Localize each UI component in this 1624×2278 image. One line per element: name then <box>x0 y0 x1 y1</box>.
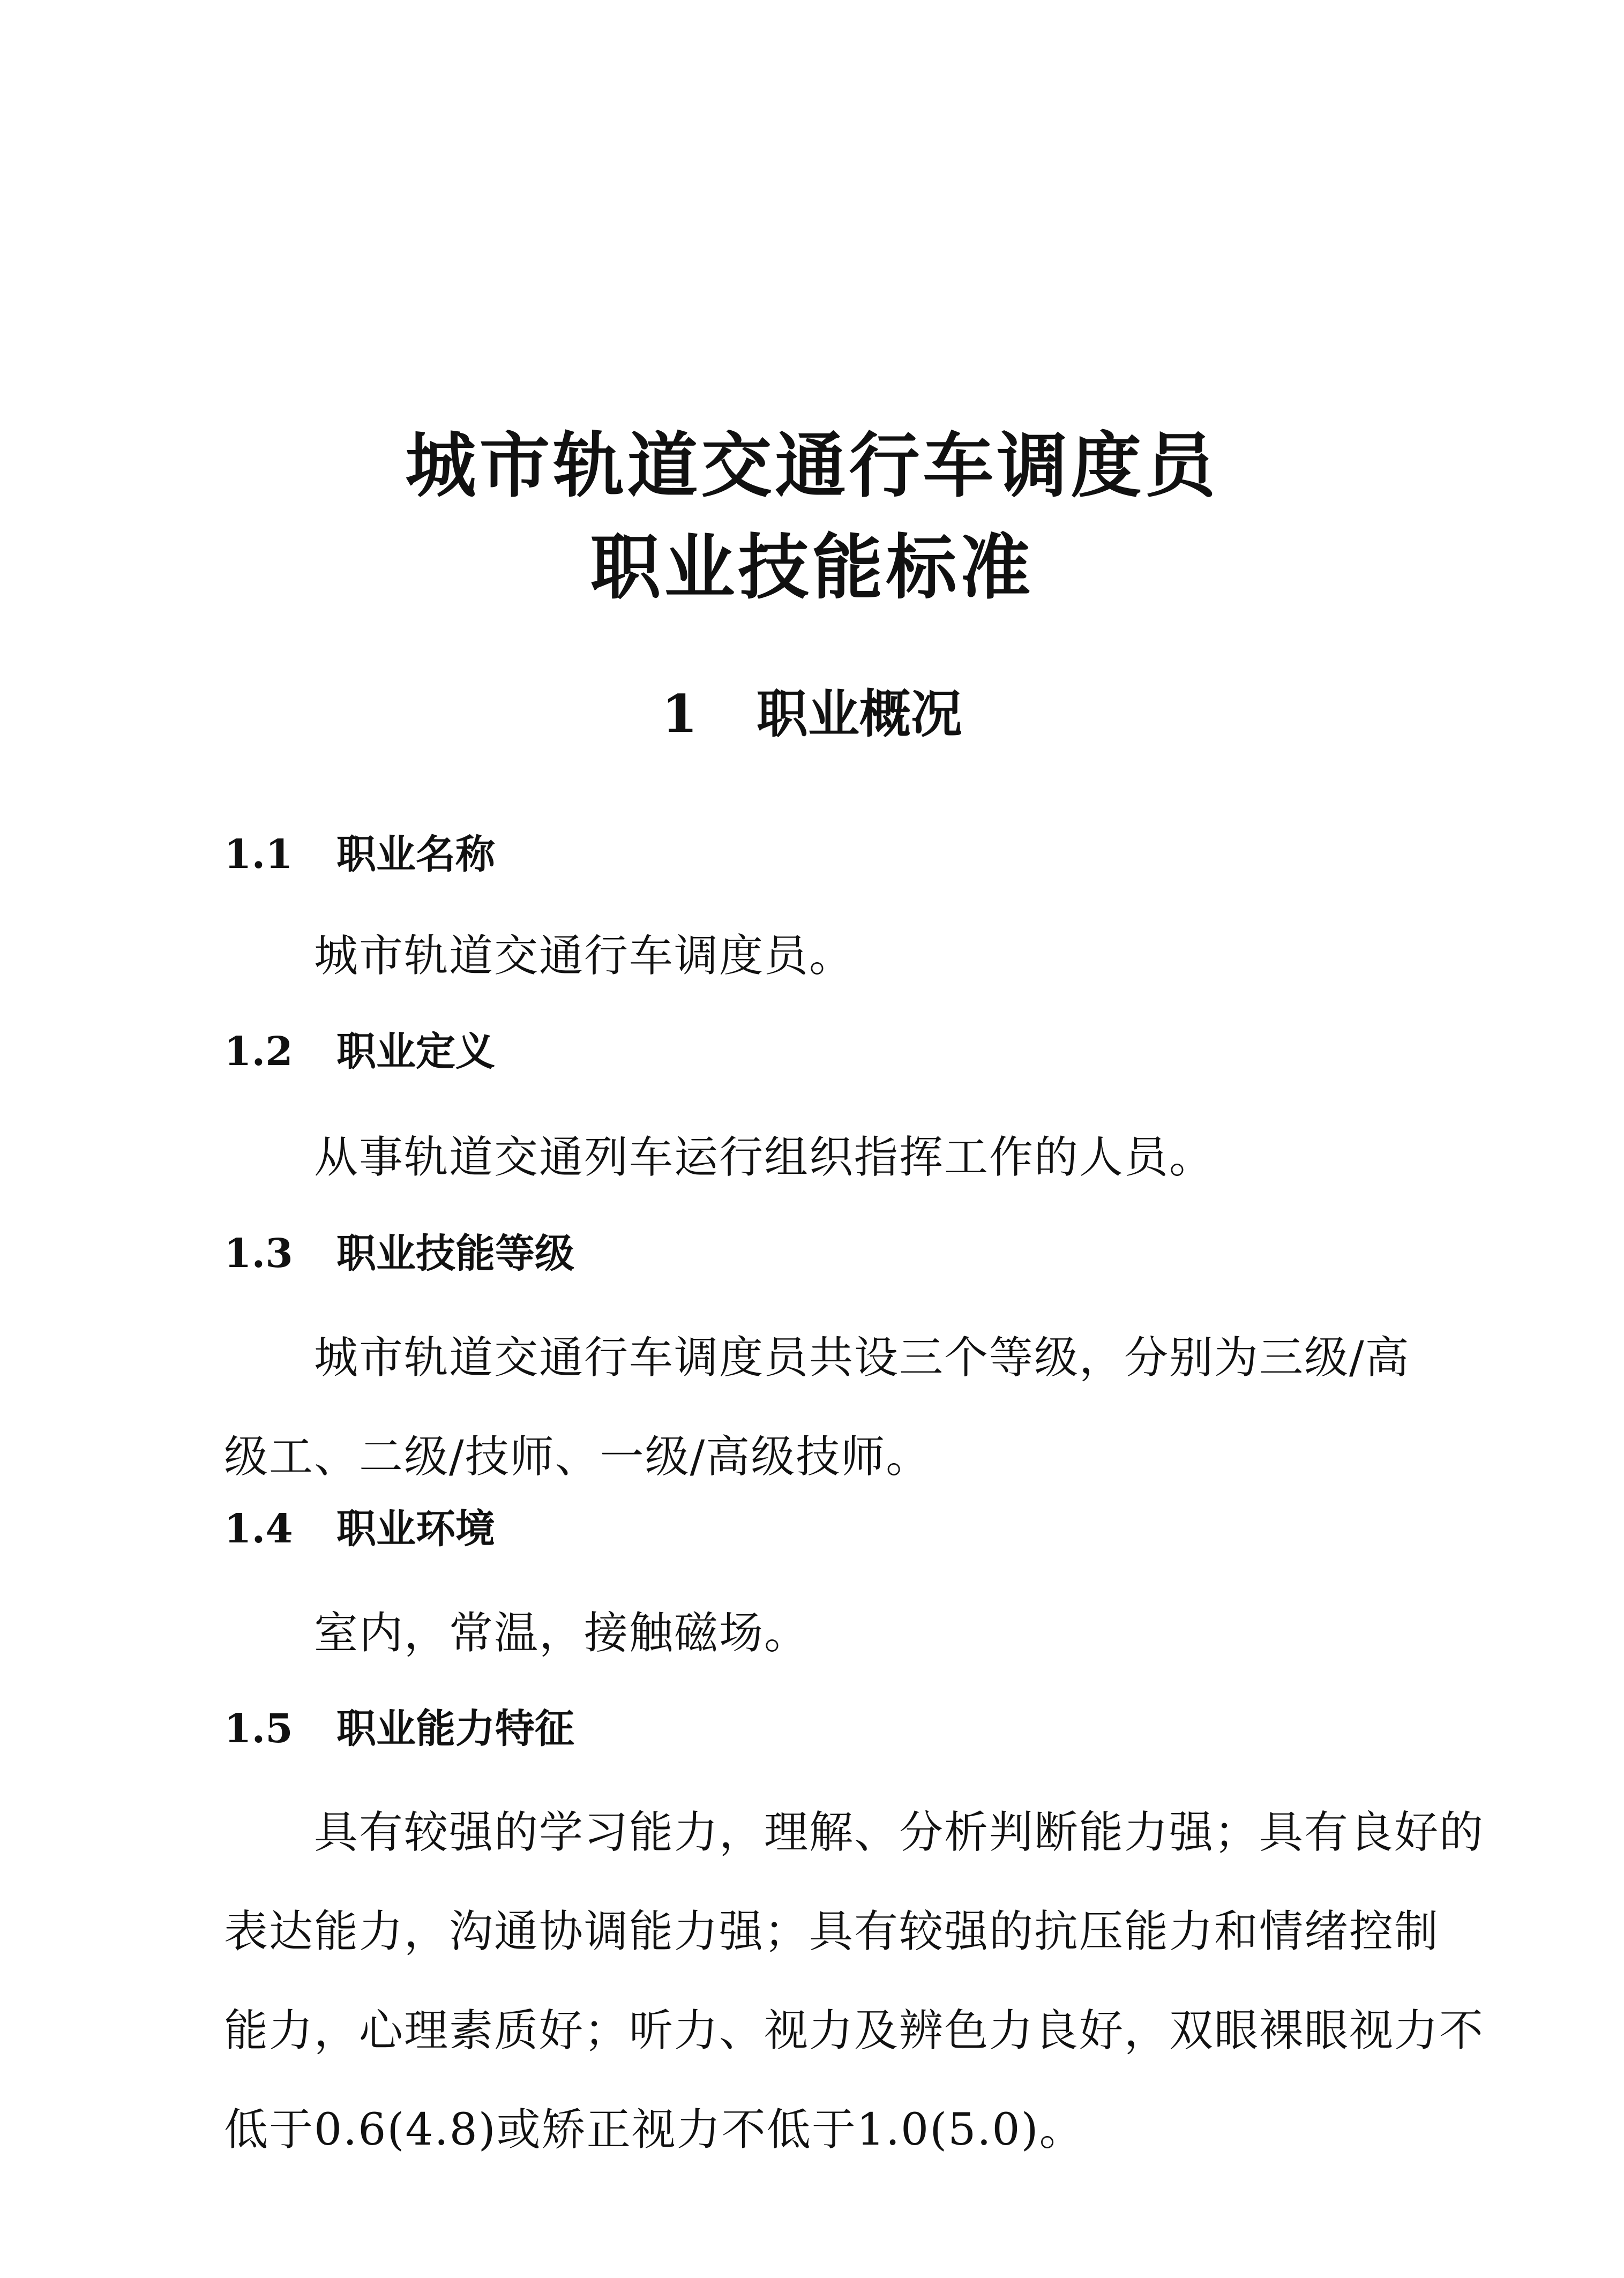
document-title-line-2: 职业技能标准 <box>590 527 1034 609</box>
section-heading-1-3 <box>224 1227 574 1280</box>
section-body-1-3 <box>224 1308 1427 1507</box>
body-line: 从事轨道交通列车运行组织指挥工作的人员。 <box>314 1132 1215 1183</box>
section-heading-1-2 <box>224 1025 495 1078</box>
body-line: 低于0.6(4.8)或矫正视力不低于1.0(5.0)。 <box>224 2104 1084 2155</box>
body-line: 表达能力，沟通协调能力强；具有较强的抗压能力和情绪控制 <box>224 1906 1440 1957</box>
section-title: 职业定义 <box>336 1029 495 1075</box>
section-number: 1.1 <box>224 831 293 878</box>
body-line: 具有较强的学习能力，理解、分析判断能力强；具有良好的 <box>314 1807 1485 1858</box>
chapter-title: 职业概况 <box>756 684 962 744</box>
document-title-line-1: 城市轨道交通行车调度员 <box>405 425 1219 507</box>
section-heading-1-4 <box>224 1502 495 1556</box>
body-line: 城市轨道交通行车调度员。 <box>314 931 855 981</box>
chapter-number: 1 <box>662 684 698 744</box>
body-line: 城市轨道交通行车调度员共设三个等级，分别为三级/高 <box>314 1332 1410 1383</box>
body-line: 级工、二级/技师、一级/高级技师。 <box>224 1432 931 1482</box>
section-number: 1.4 <box>224 1506 293 1552</box>
body-line: 室内，常温，接触磁场。 <box>314 1608 810 1659</box>
section-body-1-5 <box>224 1783 1485 2179</box>
section-number: 1.5 <box>224 1706 293 1752</box>
chapter-heading <box>0 679 1624 749</box>
section-body-1-2 <box>224 1108 1427 1207</box>
section-heading-1-5 <box>224 1702 574 1756</box>
body-line: 能力，心理素质好；听力、视力及辨色力良好，双眼裸眼视力不 <box>224 2005 1485 2056</box>
section-title: 职业能力特征 <box>336 1706 574 1752</box>
section-body-1-1 <box>224 906 1427 1006</box>
section-title: 职业环境 <box>336 1506 495 1552</box>
section-number: 1.3 <box>224 1231 293 1277</box>
section-heading-1-1 <box>224 828 495 881</box>
section-body-1-4 <box>224 1584 1427 1683</box>
section-title: 职业技能等级 <box>336 1231 574 1277</box>
section-number: 1.2 <box>224 1029 293 1075</box>
section-title: 职业名称 <box>336 831 495 878</box>
